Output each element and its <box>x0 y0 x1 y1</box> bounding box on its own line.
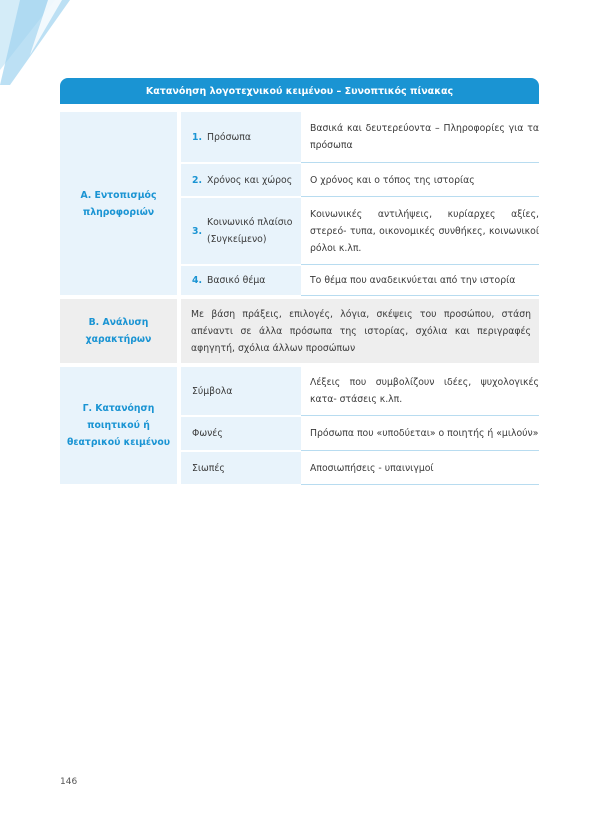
section-b-desc: Με βάση πράξεις, επιλογές, λόγια, σκέψεις του προσώπου, στάση απέναντι σε άλλα πρόσωπα της ιστορίας, σχόλια και περιγραφές αφηγητή, σχόλια άλλων προσώπων <box>181 299 539 363</box>
section-a-row-2-term: 2. Χρόνος και χώρος <box>181 164 301 196</box>
section-c-row-3-term: Σιωπές <box>181 452 301 484</box>
table-title: Κατανόηση λογοτεχνικού κειμένου – Συνοπτικός πίνακας <box>60 78 539 104</box>
row-number: 2. <box>192 174 203 186</box>
section-a-row-1-term: 1. Πρόσωπα <box>181 112 301 162</box>
section-c-row-2-term: Φωνές <box>181 417 301 450</box>
section-b-label: Β. Ανάλυση χαρακτήρων <box>60 299 177 363</box>
row-number: 1. <box>192 131 203 143</box>
row-number: 3. <box>192 225 203 237</box>
section-c-row-1-desc: Λέξεις που συμβολίζουν ιδέες, ψυχολογικές κατα- στάσεις κ.λπ. <box>310 377 539 405</box>
row-number: 4. <box>192 275 203 286</box>
section-a-label: Α. Εντοπισμός πληροφοριών <box>60 112 177 295</box>
row-divider <box>301 415 539 416</box>
row-divider <box>301 264 539 265</box>
section-c-label: Γ. Κατανόηση ποιητικού ή θεατρικού κειμένου <box>60 367 177 484</box>
row-divider <box>301 196 539 197</box>
section-c-row-1-term: Σύμβολα <box>181 367 301 415</box>
page-number: 146 <box>60 777 78 787</box>
section-a-row-3-desc: Κοινωνικές αντιλήψεις, κυρίαρχες αξίες, στερεό- τυπα, οικονομικές συνθήκες, κοινωνικοί ρόλοι κ.λπ. <box>310 208 539 254</box>
row-divider <box>301 295 539 296</box>
section-c-row-3-desc: Αποσιωπήσεις - υπαινιγμοί <box>310 462 434 474</box>
row-divider <box>301 450 539 451</box>
section-c-row-2-desc: Πρόσωπα που «υποδύεται» ο ποιητής ή «μιλούν» <box>310 428 539 439</box>
corner-decoration <box>0 0 140 90</box>
section-a-row-2-desc: Ο χρόνος και ο τόπος της ιστορίας <box>310 174 475 186</box>
section-a-row-4-desc: Το θέμα που αναδεικνύεται από την ιστορία <box>310 275 516 286</box>
row-divider <box>301 484 539 485</box>
section-a-row-1-desc: Βασικά και δευτερεύοντα – Πληροφορίες για τα πρόσωπα <box>310 123 539 151</box>
section-a-row-3-term: 3. Κοινωνικό πλαίσιο (Συγκείμενο) <box>181 198 301 264</box>
section-a-row-4-term: 4. Βασικό θέμα <box>181 266 301 295</box>
row-divider <box>301 162 539 163</box>
